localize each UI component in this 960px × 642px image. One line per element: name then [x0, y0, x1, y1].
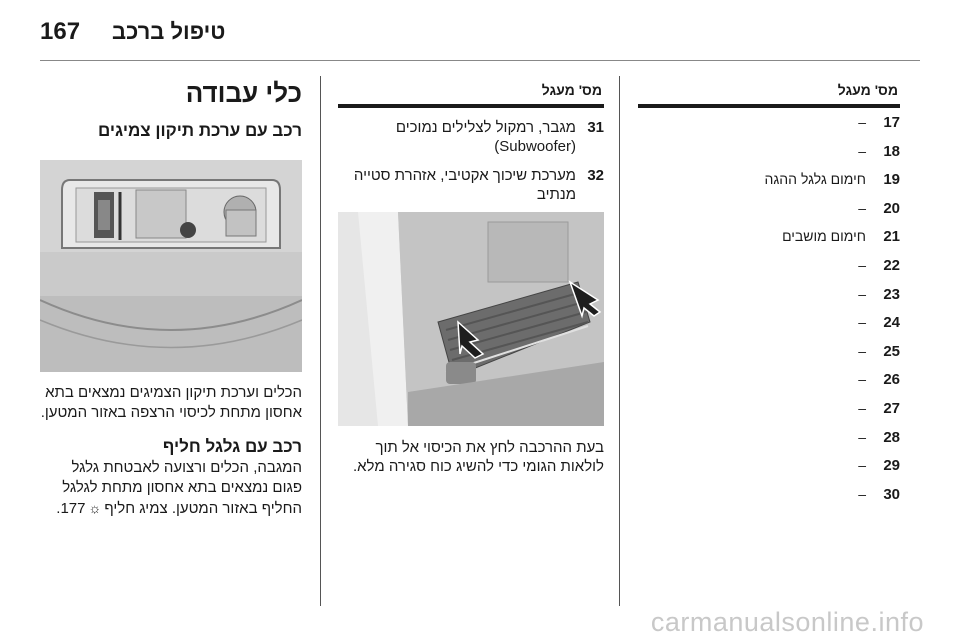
subsection-title: רכב עם גלגל חליף: [162, 437, 302, 456]
tools-section: [40, 78, 302, 141]
table-heading: מס' מעגל: [338, 78, 604, 108]
circuit-number: 20: [883, 199, 900, 217]
table-row: [638, 143, 900, 172]
table-row: [638, 114, 900, 143]
circuit-description: –: [858, 399, 866, 416]
table-row: [638, 400, 900, 429]
circuit-description: –: [858, 457, 866, 474]
circuit-description: מגבר, רמקול לצלילים נמוכים (Subwoofer): [395, 119, 576, 155]
table-row: [638, 457, 900, 486]
table-row: [338, 118, 604, 156]
circuit-description: –: [858, 256, 866, 273]
table-row: [638, 228, 900, 257]
table-row: [638, 371, 900, 400]
circuit-number: 24: [883, 314, 900, 332]
circuit-description: מערכת שיכוך אקטיבי, אזהרת סטייה מנתיב: [353, 167, 576, 203]
fuse-cover-photo: [338, 212, 604, 426]
circuit-number: 22: [883, 256, 900, 274]
section-title: כלי עבודה: [185, 78, 302, 108]
tools-description: הכלים וערכת תיקון הצמיגים נמצאים בתא אחסון מתחת לכיסוי הרצפה באזור המטען.: [40, 384, 302, 421]
circuit-number: 29: [883, 457, 900, 475]
watermark: carmanualsonline.info: [650, 607, 924, 637]
photo-caption: בעת ההרכבה לחץ את הכיסוי אל תוך לולאות הגומי כדי להשיג כוח סגירה מלא.: [352, 439, 604, 475]
page-title: טיפול ברכב: [112, 19, 226, 44]
storage-compartment-photo: [40, 160, 302, 372]
circuit-description: –: [858, 285, 866, 302]
table-heading: מס' מעגל: [638, 78, 900, 108]
table-row: [638, 343, 900, 372]
circuit-number: 27: [883, 399, 900, 417]
circuit-number: 19: [883, 171, 900, 189]
circuit-description: –: [858, 314, 866, 331]
circuit-number: 18: [883, 142, 900, 160]
table-row: [638, 429, 900, 458]
table-row: [638, 486, 900, 515]
circuit-number: 17: [883, 114, 900, 131]
circuit-number: 21: [883, 228, 900, 246]
circuit-description: –: [858, 428, 866, 445]
table-row: [338, 166, 604, 204]
table-row: [638, 200, 900, 229]
circuit-description: –: [858, 342, 866, 359]
circuit-number: 31: [587, 119, 604, 136]
table-rows: [638, 108, 900, 514]
subsection-title: רכב עם ערכת תיקון צמיגים: [98, 121, 302, 140]
header-rule: [40, 60, 920, 61]
spare-wheel-description: [40, 458, 302, 519]
page-number: 167: [40, 18, 81, 45]
circuit-number: 23: [883, 285, 900, 303]
circuit-description: חימום גלגל ההגה: [764, 171, 866, 188]
page-reference[interactable]: 177.: [56, 500, 86, 517]
circuit-description: –: [858, 371, 866, 388]
circuit-number: 28: [883, 428, 900, 446]
circuit-description: חימום מושבים: [782, 228, 866, 245]
circuit-number: 25: [883, 342, 900, 360]
fuse-table-middle: [338, 78, 604, 204]
table-row: [638, 314, 900, 343]
circuit-number: 32: [587, 167, 604, 184]
spare-wheel-text: המגבה, הכלים ורצועה לאבטחת גלגל פגום נמצאים בתא אחסון מתחת לגלגל החליף באזור המטען. צמיג חליף: [62, 459, 302, 517]
column-divider: [320, 76, 321, 606]
light-bulb-ref-icon: ☼: [88, 500, 102, 516]
table-row: [638, 171, 900, 200]
circuit-description: –: [858, 485, 866, 502]
circuit-description: –: [858, 199, 866, 216]
column-divider: [619, 76, 620, 606]
table-row: [638, 257, 900, 286]
page-header: [0, 0, 960, 62]
circuit-number: 26: [883, 371, 900, 389]
table-row: [638, 286, 900, 315]
circuit-description: –: [858, 114, 866, 130]
fuse-table-right: [638, 78, 900, 514]
circuit-description: –: [858, 142, 866, 159]
circuit-number: 30: [883, 485, 900, 503]
